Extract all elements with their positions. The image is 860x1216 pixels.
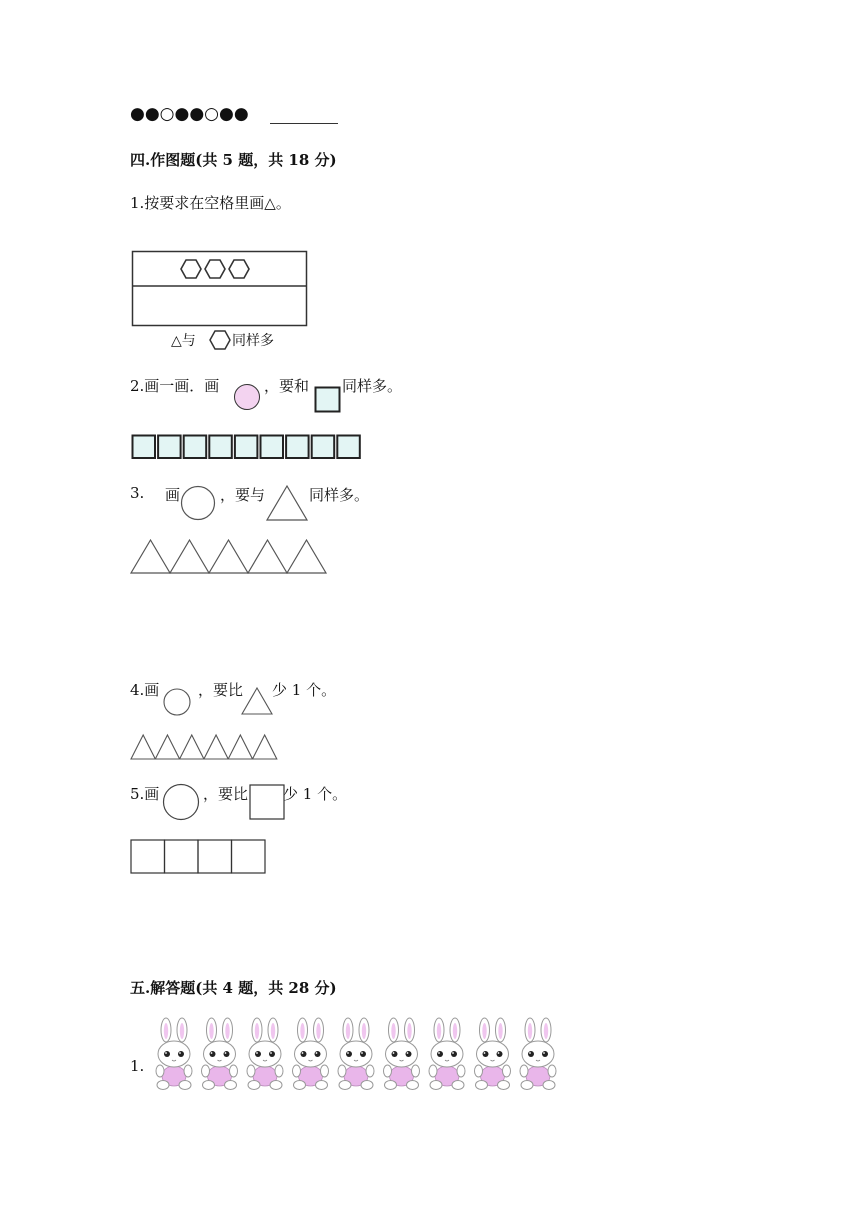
teal-square xyxy=(337,436,360,459)
teal-square xyxy=(286,436,309,459)
q1-caption-right: 同样多 xyxy=(232,333,274,349)
circle-icon xyxy=(162,688,192,718)
rabbit-icon xyxy=(338,1018,374,1090)
rabbit-icon xyxy=(156,1018,192,1090)
pink-circle-icon xyxy=(234,383,262,411)
q4-prompt-b: ，要比 xyxy=(198,681,244,699)
q1-caption-left: △与 xyxy=(171,333,196,349)
circle-icon xyxy=(162,784,202,824)
rabbit-icon xyxy=(247,1018,283,1090)
q4-triangle-row xyxy=(130,734,280,762)
q3-prompt-b: 画 xyxy=(165,486,181,504)
q5-prompt-b: ，要比 xyxy=(203,785,249,803)
section-5-title: 五.解答题(共 4 题，共 28 分) xyxy=(130,979,337,997)
hexagon-icon xyxy=(229,260,249,278)
s5-q1-number: 1. xyxy=(130,1057,145,1075)
rabbit-icon xyxy=(429,1018,465,1090)
q1-box-diagram xyxy=(131,250,317,354)
q4-prompt-a: 4.画 xyxy=(130,681,160,699)
square xyxy=(232,840,266,873)
square-icon xyxy=(249,784,287,822)
square xyxy=(165,840,199,873)
triangle xyxy=(253,735,277,759)
section-4-title: 四.作图题(共 5 题，共 18 分) xyxy=(130,151,337,169)
triangle xyxy=(131,735,155,759)
caption-hexagon-icon xyxy=(210,331,230,349)
q5-square-row xyxy=(130,839,268,875)
triangle-icon xyxy=(266,485,308,521)
q2-square-row xyxy=(131,434,365,462)
q5-prompt-a: 5.画 xyxy=(130,785,160,803)
teal-square xyxy=(209,436,232,459)
triangle xyxy=(155,735,179,759)
hexagon-icon xyxy=(181,260,201,278)
teal-square xyxy=(261,436,284,459)
rabbit-row xyxy=(150,1016,568,1094)
q2-prompt-b: ，要和 xyxy=(264,377,310,395)
rabbit-icon xyxy=(475,1018,511,1090)
triangle xyxy=(180,735,204,759)
q1-figure xyxy=(131,250,317,354)
circle-icon xyxy=(180,484,218,522)
rabbit-icon xyxy=(202,1018,238,1090)
triangle xyxy=(131,540,170,573)
square xyxy=(198,840,232,873)
triangle xyxy=(248,540,287,573)
q3-number: 3. xyxy=(130,484,145,502)
teal-square xyxy=(184,436,207,459)
triangle xyxy=(209,540,248,573)
rabbit-icon xyxy=(293,1018,329,1090)
square xyxy=(131,840,165,873)
teal-square xyxy=(158,436,181,459)
q5-prompt-c: 少 1 个。 xyxy=(283,785,348,803)
teal-square xyxy=(235,436,258,459)
teal-square-icon xyxy=(314,386,342,414)
q1-prompt: 1.按要求在空格里画△。 xyxy=(130,194,291,212)
teal-square xyxy=(312,436,335,459)
q2-prompt-c: 同样多。 xyxy=(342,377,403,395)
answer-blank[interactable] xyxy=(270,122,338,124)
teal-square xyxy=(133,436,156,459)
triangle-icon xyxy=(241,687,275,715)
q4-prompt-c: 少 1 个。 xyxy=(272,681,337,699)
triangle xyxy=(170,540,209,573)
triangle xyxy=(228,735,252,759)
q2-prompt-a: 2.画一画．画 xyxy=(130,377,220,395)
q3-prompt-d: 同样多。 xyxy=(309,486,370,504)
q3-triangle-row xyxy=(130,539,328,575)
triangle xyxy=(204,735,228,759)
rabbit-icon xyxy=(520,1018,556,1090)
dot-pattern: ●●○●●○●● xyxy=(130,104,249,124)
triangle xyxy=(287,540,326,573)
rabbit-icon xyxy=(384,1018,420,1090)
hexagon-icon xyxy=(205,260,225,278)
hexagon-icon-group xyxy=(181,260,249,278)
q3-prompt-c: ，要与 xyxy=(220,486,266,504)
